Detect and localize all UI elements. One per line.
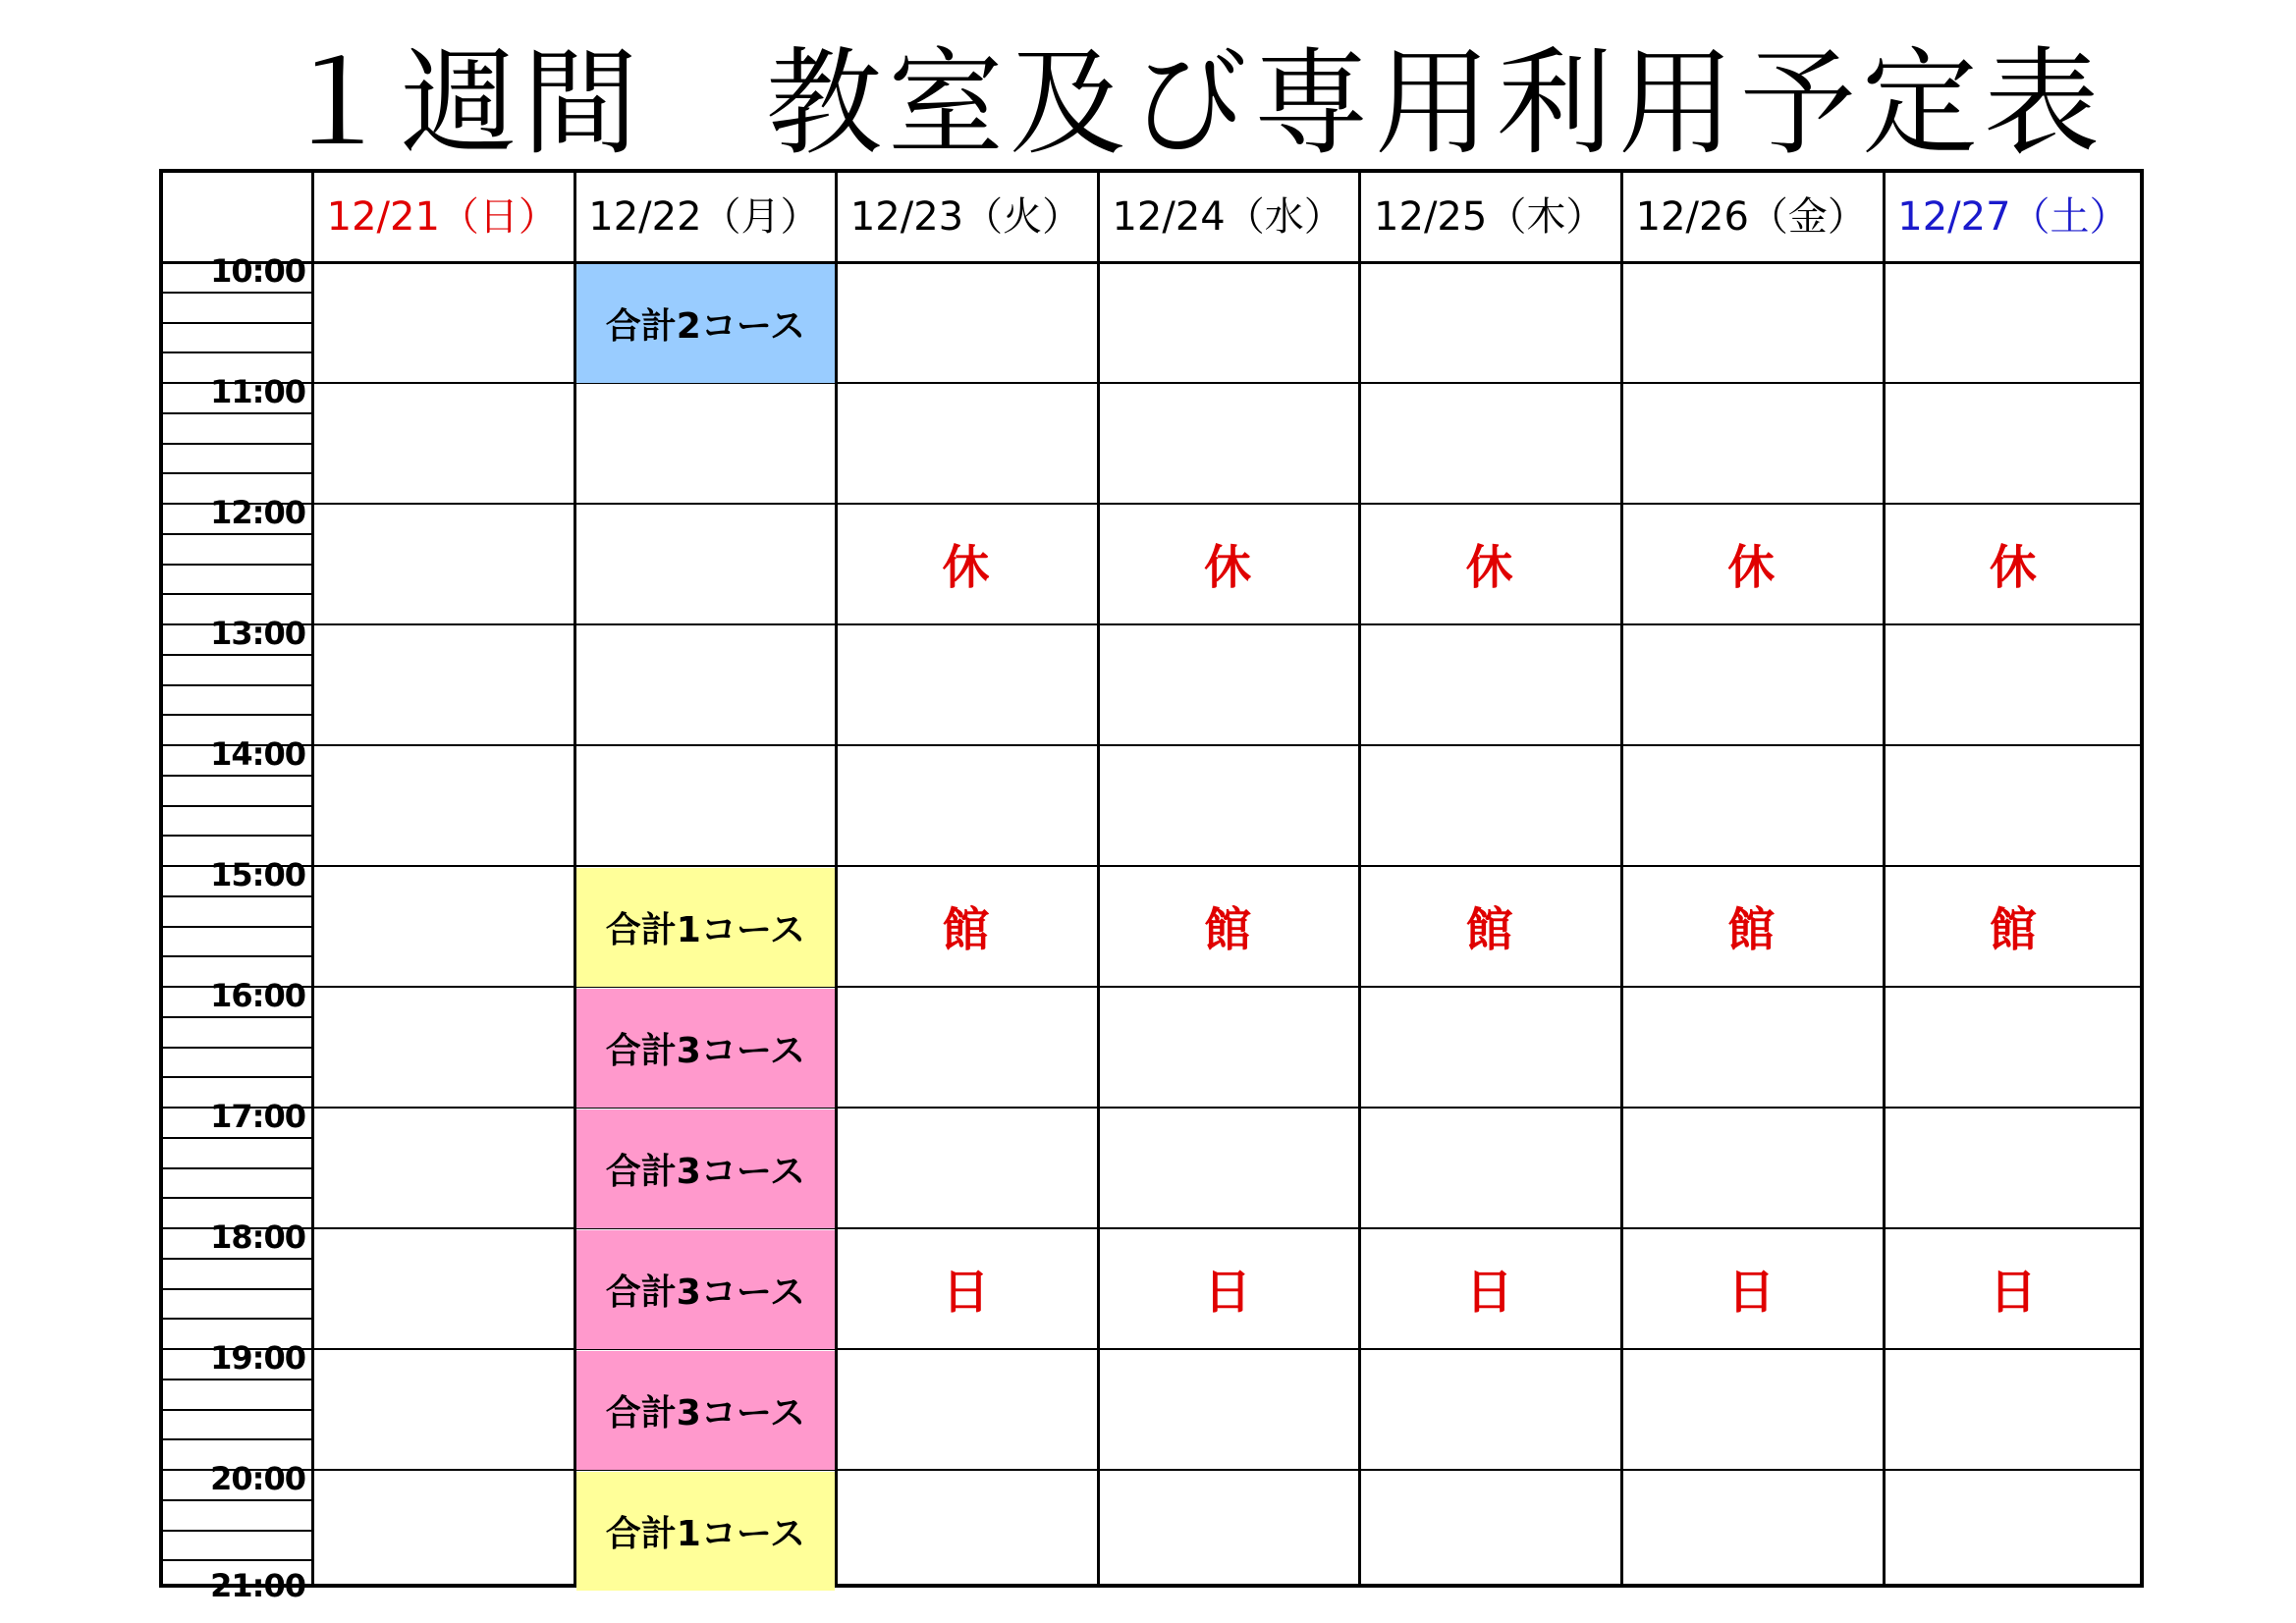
page-title: １週間 教室及び専用利用予定表 bbox=[278, 35, 2105, 171]
day-header: 12/22（月） bbox=[588, 194, 820, 240]
closed-mark: 日 bbox=[1989, 1265, 2037, 1320]
quarter-hour-tick bbox=[163, 1409, 311, 1411]
closed-mark: 日 bbox=[1465, 1265, 1513, 1320]
day-header: 12/26（金） bbox=[1635, 194, 1867, 240]
closed-mark: 館 bbox=[1204, 902, 1252, 957]
quarter-hour-tick bbox=[163, 1438, 311, 1440]
hour-divider bbox=[311, 623, 2144, 625]
closed-mark: 館 bbox=[1727, 902, 1776, 957]
schedule-grid bbox=[159, 169, 2144, 1604]
closed-mark: 日 bbox=[1727, 1265, 1776, 1320]
closed-mark: 館 bbox=[1465, 902, 1513, 957]
quarter-hour-tick bbox=[163, 292, 311, 294]
time-label: 18:00 bbox=[210, 1218, 305, 1256]
day-header: 12/21（日） bbox=[326, 194, 558, 240]
quarter-hour-tick bbox=[163, 714, 311, 716]
day-header: 12/27（土） bbox=[1897, 194, 2129, 240]
closed-mark: 日 bbox=[1204, 1265, 1252, 1320]
time-label: 19:00 bbox=[210, 1339, 305, 1377]
quarter-hour-tick bbox=[163, 1197, 311, 1199]
quarter-hour-tick bbox=[163, 1499, 311, 1501]
course-block: 合計3コース bbox=[576, 1109, 836, 1228]
quarter-hour-tick bbox=[163, 412, 311, 414]
time-label: 12:00 bbox=[210, 494, 305, 531]
time-label: 14:00 bbox=[210, 735, 305, 773]
time-column-divider bbox=[311, 173, 314, 1584]
closed-mark: 休 bbox=[1727, 540, 1776, 595]
header-divider bbox=[163, 261, 2140, 264]
quarter-hour-tick bbox=[163, 955, 311, 957]
quarter-hour-tick bbox=[163, 895, 311, 897]
quarter-hour-tick bbox=[163, 1016, 311, 1018]
quarter-hour-tick bbox=[163, 1559, 311, 1561]
closed-mark: 休 bbox=[1204, 540, 1252, 595]
quarter-hour-tick bbox=[163, 322, 311, 324]
closed-mark: 日 bbox=[942, 1265, 990, 1320]
quarter-hour-tick bbox=[163, 654, 311, 656]
quarter-hour-tick bbox=[163, 926, 311, 928]
quarter-hour-tick bbox=[163, 472, 311, 474]
course-block: 合計2コース bbox=[576, 264, 836, 383]
quarter-hour-tick bbox=[163, 564, 311, 566]
quarter-hour-tick bbox=[163, 1167, 311, 1169]
hour-divider bbox=[311, 744, 2144, 746]
day-header: 12/23（火） bbox=[849, 194, 1082, 240]
course-block: 合計3コース bbox=[576, 989, 836, 1108]
closed-mark: 休 bbox=[1465, 540, 1513, 595]
quarter-hour-tick bbox=[163, 593, 311, 595]
time-label: 17:00 bbox=[210, 1098, 305, 1135]
closed-mark: 館 bbox=[1989, 902, 2037, 957]
quarter-hour-tick bbox=[163, 533, 311, 535]
course-block: 合計3コース bbox=[576, 1351, 836, 1470]
course-block: 合計3コース bbox=[576, 1230, 836, 1349]
quarter-hour-tick bbox=[163, 1076, 311, 1078]
time-label: 11:00 bbox=[210, 373, 305, 410]
quarter-hour-tick bbox=[163, 684, 311, 686]
quarter-hour-tick bbox=[163, 443, 311, 445]
quarter-hour-tick bbox=[163, 1137, 311, 1139]
quarter-hour-tick bbox=[163, 1379, 311, 1380]
day-header: 12/24（水） bbox=[1112, 194, 1343, 240]
quarter-hour-tick bbox=[163, 1288, 311, 1290]
closed-mark: 休 bbox=[1989, 540, 2037, 595]
quarter-hour-tick bbox=[163, 775, 311, 777]
closed-mark: 休 bbox=[942, 540, 990, 595]
closed-mark: 館 bbox=[942, 902, 990, 957]
quarter-hour-tick bbox=[163, 352, 311, 353]
quarter-hour-tick bbox=[163, 1530, 311, 1532]
day-header: 12/25（木） bbox=[1374, 194, 1606, 240]
quarter-hour-tick bbox=[163, 1318, 311, 1320]
quarter-hour-tick bbox=[163, 805, 311, 807]
time-label: 15:00 bbox=[210, 856, 305, 893]
course-block: 合計1コース bbox=[576, 1472, 836, 1591]
time-label: 13:00 bbox=[210, 615, 305, 652]
time-label: 21:00 bbox=[210, 1567, 305, 1604]
time-label: 16:00 bbox=[210, 977, 305, 1014]
quarter-hour-tick bbox=[163, 835, 311, 837]
quarter-hour-tick bbox=[163, 1047, 311, 1049]
time-label: 10:00 bbox=[210, 252, 305, 290]
quarter-hour-tick bbox=[163, 1258, 311, 1260]
course-block: 合計1コース bbox=[576, 868, 836, 987]
time-label: 20:00 bbox=[210, 1460, 305, 1497]
